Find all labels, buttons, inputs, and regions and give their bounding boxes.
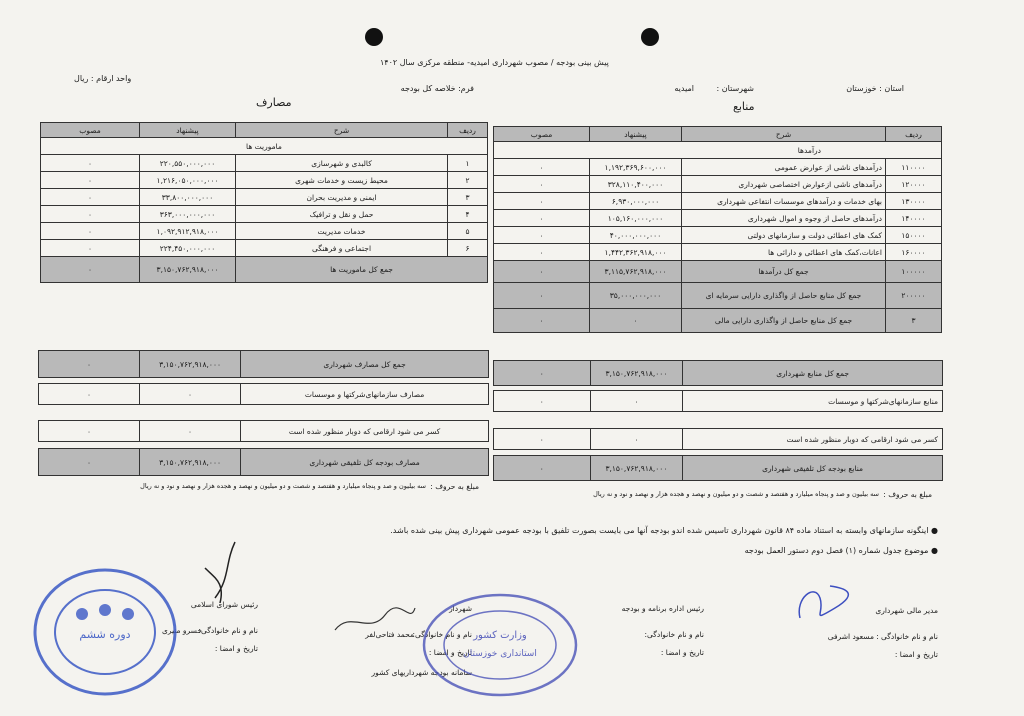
row-proposed: ۳۵,۰۰۰,۰۰۰,۰۰۰: [590, 283, 682, 309]
org-expenses-box: [38, 383, 489, 405]
expenses-deduction-approved: ۰: [87, 426, 92, 436]
province-label: استان : خوزستان: [846, 84, 904, 93]
table-row: [494, 159, 942, 176]
council-stamp: [32, 566, 178, 698]
resources-deduction-proposed: ۰: [590, 429, 683, 449]
row-approved: ۰: [494, 210, 590, 227]
row-desc: کمک های اعطائی دولت و سازمانهای دولتی: [682, 227, 886, 244]
org-resources-approved: ۰: [539, 396, 544, 406]
row-desc: اعانات،کمک های اعطائی و دارائی ها: [682, 244, 886, 261]
row-approved: ۰: [494, 176, 590, 193]
org-expenses-approved: ۰: [87, 389, 92, 399]
signature-mayor-name: محمد فتاحی‌لفر: [365, 630, 414, 639]
total-resources-desc: جمع کل منابع شهرداری: [682, 361, 942, 385]
resources-heading: منابع: [733, 100, 755, 113]
row-proposed: ۳۶۳,۰۰۰,۰۰۰,۰۰۰: [140, 206, 236, 223]
row-approved: ۰: [41, 240, 140, 257]
row-proposed: ۲۲۰,۵۵۰,۰۰۰,۰۰۰: [140, 155, 236, 172]
table-row: [41, 223, 488, 240]
form-title: پیش بینی بودجه / مصوب شهرداری امیدیه- منطقه مرکزی سال ۱۴۰۲: [380, 58, 609, 67]
unit-label: واحد ارقام : ریال: [74, 74, 132, 83]
row-proposed: ۱,۲۱۶,۰۵۰,۰۰۰,۰۰۰: [140, 172, 236, 189]
row-proposed: ۳۳,۸۰۰,۰۰۰,۰۰۰: [140, 189, 236, 206]
signature-finance-name: مسعود اشرفی: [827, 632, 874, 641]
row-code: ۳: [448, 189, 488, 206]
row-code: ۱۵۰۰۰۰: [886, 227, 942, 244]
table-row: [494, 210, 942, 227]
org-expenses-proposed: ۰: [139, 384, 240, 404]
row-code: ۱۳۰۰۰۰: [886, 193, 942, 210]
council-signature-scribble: [195, 538, 245, 608]
signature-budget-name-label: نام و نام خانوادگی:: [644, 630, 704, 639]
total-expenses-desc: جمع کل مصارف شهرداری: [240, 351, 488, 377]
col-header-row: ردیف: [886, 127, 942, 142]
signature-council-role: رئیس شورای اسلامی: [190, 600, 258, 609]
row-desc: جمع کل درآمدها: [682, 261, 886, 283]
total-expenses-proposed: ۳,۱۵۰,۷۶۲,۹۱۸,۰۰۰: [139, 351, 240, 377]
row-desc: جمع کل منابع حاصل از واگذاری دارایی مالی: [682, 309, 886, 333]
org-resources-proposed: ۰: [590, 391, 683, 411]
mayor-signature-scribble: [330, 600, 420, 640]
table-row: [41, 189, 488, 206]
signature-mayor-date: تاریخ و امضا :: [428, 648, 472, 657]
resources-final-desc: منابع بودجه کل تلفیقی شهرداری: [682, 456, 942, 480]
resources-final-proposed: ۳,۱۵۰,۷۶۲,۹۱۸,۰۰۰: [590, 456, 683, 480]
resources-final-box: [493, 455, 943, 481]
row-desc: بهای خدمات و درآمدهای موسسات انتفاعی شهرداری: [682, 193, 886, 210]
table-row: [494, 193, 942, 210]
total-expenses-box: [38, 350, 489, 378]
row-code: ۶: [448, 240, 488, 257]
row-approved: ۰: [494, 309, 590, 333]
expenses-deduction-box: [38, 420, 489, 442]
expenses-words: سه بیلیون و صد و پنجاه میلیارد و هفتصد و شصت و دو میلیون و نهصد و هجده هزار و نهصد و نود و نه ریال: [140, 482, 426, 490]
table-row: [41, 172, 488, 189]
row-proposed: ۱,۴۴۲,۳۶۲,۹۱۸,۰۰۰: [590, 244, 682, 261]
expenses-final-box: [38, 448, 489, 476]
row-desc: جمع کل ماموریت ها: [236, 257, 488, 283]
row-code: ۱۶۰۰۰۰: [886, 244, 942, 261]
row-desc: درآمدهای حاصل از وجوه و اموال شهرداری: [682, 210, 886, 227]
row-desc: جمع کل منابع حاصل از واگذاری دارایی سرمایه ای: [682, 283, 886, 309]
signature-finance-role: مدیر مالی شهرداری: [875, 606, 938, 615]
row-code: ۳: [886, 309, 942, 333]
row-proposed: ۱,۰۹۲,۹۱۲,۹۱۸,۰۰۰: [140, 223, 236, 240]
svg-text:استانداری خوزستان: استانداری خوزستان: [463, 649, 537, 659]
signature-council-name: خسرو منیری: [161, 626, 202, 635]
finance-signature-scribble: [790, 578, 850, 628]
row-approved: ۰: [41, 189, 140, 206]
table-row: [494, 227, 942, 244]
row-code: ۵: [448, 223, 488, 240]
expenses-words-label: مبلغ به حروف :: [430, 482, 479, 491]
row-desc: کالبدی و شهرسازی: [236, 155, 448, 172]
row-approved: ۰: [41, 172, 140, 189]
financial-row: [494, 309, 942, 333]
total-resources-box: [493, 360, 943, 386]
city-value: امیدیه: [674, 84, 694, 93]
row-code: ۱۱۰۰۰۰: [886, 159, 942, 176]
total-resources-approved: ۰: [539, 368, 544, 378]
row-proposed: ۳۲۸,۱۱۰,۴۰۰,۰۰۰: [590, 176, 682, 193]
row-proposed: ۳,۱۵۰,۷۶۲,۹۱۸,۰۰۰: [140, 257, 236, 283]
punch-hole-right: [641, 28, 659, 46]
total-income-row: [494, 261, 942, 283]
row-approved: ۰: [41, 223, 140, 240]
resources-deduction-approved: ۰: [539, 434, 544, 444]
row-proposed: ۲۲۴,۴۵۰,۰۰۰,۰۰۰: [140, 240, 236, 257]
signature-budget-role: رئیس اداره برنامه و بودجه: [621, 604, 704, 613]
total-missions-row: [41, 257, 488, 283]
resources-deduction-desc: کسر می شود ارقامی که دوبار منظور شده است: [682, 429, 942, 449]
row-approved: ۰: [494, 244, 590, 261]
resources-table: [493, 126, 942, 333]
punch-hole-left: [365, 28, 383, 46]
col-header-proposed: پیشنهاد: [590, 127, 682, 142]
expenses-deduction-proposed: ۰: [139, 421, 240, 441]
table-row: [494, 244, 942, 261]
row-proposed: ۴۰,۰۰۰,۰۰۰,۰۰۰: [590, 227, 682, 244]
expenses-table: [40, 122, 488, 283]
row-approved: ۰: [41, 206, 140, 223]
col-header-desc: شرح: [682, 127, 886, 142]
row-desc: درآمدهای ناشی ازعوارض اختصاصی شهرداری: [682, 176, 886, 193]
section-missions: ماموریت ها: [41, 138, 488, 155]
row-proposed: ۶,۹۳۰,۰۰۰,۰۰۰: [590, 193, 682, 210]
table-row: [494, 176, 942, 193]
capital-row: [494, 283, 942, 309]
table-row: [41, 240, 488, 257]
row-approved: ۰: [494, 261, 590, 283]
col-header-desc: شرح: [236, 123, 448, 138]
row-code: ۱: [448, 155, 488, 172]
col-header-proposed: پیشنهاد: [140, 123, 236, 138]
expenses-final-proposed: ۳,۱۵۰,۷۶۲,۹۱۸,۰۰۰: [139, 449, 240, 475]
ministry-stamp: [420, 590, 580, 700]
section-income: درآمدها: [494, 142, 942, 159]
resources-words: سه بیلیون و صد و پنجاه میلیارد و هفتصد و شصت و دو میلیون و نهصد و هجده هزار و نهصد و نود و نه ریال: [593, 490, 879, 498]
row-proposed: ۱,۱۹۲,۳۶۹,۶۰۰,۰۰۰: [590, 159, 682, 176]
signature-budget-date: تاریخ و امضا :: [660, 648, 704, 657]
row-code: ۴: [448, 206, 488, 223]
total-resources-proposed: ۳,۱۵۰,۷۶۲,۹۱۸,۰۰۰: [590, 361, 683, 385]
expenses-deduction-desc: کسر می شود ارقامی که دوبار منظور شده است: [240, 421, 488, 441]
signature-mayor-role: شهردار: [449, 604, 472, 613]
org-expenses-desc: مصارف سازمانهای‌شرکتها و موسسات: [240, 384, 488, 404]
total-expenses-approved: ۰: [87, 359, 92, 369]
table-row: [41, 155, 488, 172]
row-approved: ۰: [41, 155, 140, 172]
row-code: ۲۰۰۰۰۰: [886, 283, 942, 309]
resources-final-approved: ۰: [539, 463, 544, 473]
col-header-approved: مصوب: [494, 127, 590, 142]
resources-deduction-box: [493, 428, 943, 450]
expenses-heading: مصارف: [256, 96, 292, 109]
svg-text:دوره ششم: دوره ششم: [79, 628, 131, 641]
signature-mayor-stamp-text: سامانه بودجه شهرداریهای کشور: [371, 668, 472, 677]
signature-council-date: تاریخ و امضا :: [214, 644, 258, 653]
row-approved: ۰: [41, 257, 140, 283]
row-desc: اجتماعی و فرهنگی: [236, 240, 448, 257]
note-1: ● اینگونه سازمانهای وابسته به استناد ماده ۸۴ قانون شهرداری تاسیس شده اندو بودجه آنها می بایست بصورت تلفیق با بودجه عمومی شهرداری پیش بینی شده باشد.: [390, 526, 938, 535]
row-desc: ایمنی و مدیریت بحران: [236, 189, 448, 206]
signature-mayor-name-label: نام و نام خانوادگی:: [412, 630, 472, 639]
row-code: ۱۴۰۰۰۰: [886, 210, 942, 227]
signature-finance-name-label: نام و نام خانوادگی :: [876, 632, 938, 641]
org-resources-box: [493, 390, 943, 412]
row-code: ۲: [448, 172, 488, 189]
row-desc: خدمات مدیریت: [236, 223, 448, 240]
svg-text:وزارت کشور: وزارت کشور: [473, 630, 527, 641]
row-code: ۱۲۰۰۰۰: [886, 176, 942, 193]
row-approved: ۰: [494, 159, 590, 176]
city-label: شهرستان :: [716, 84, 754, 93]
expenses-final-approved: ۰: [87, 457, 92, 467]
note-2: ● موضوع جدول شماره (۱) فصل دوم دستور العمل بودجه: [744, 546, 938, 555]
row-approved: ۰: [494, 193, 590, 210]
row-desc: درآمدهای ناشی از عوارض عمومی: [682, 159, 886, 176]
signature-council-name-label: نام و نام خانوادگی:: [198, 626, 258, 635]
row-proposed: ۱۰۵,۱۶۰,۰۰۰,۰۰۰: [590, 210, 682, 227]
row-desc: حمل و نقل و ترافیک: [236, 206, 448, 223]
col-header-row: ردیف: [448, 123, 488, 138]
form-name: فرم: خلاصه کل بودجه: [400, 84, 474, 93]
row-proposed: ۳,۱۱۵,۷۶۲,۹۱۸,۰۰۰: [590, 261, 682, 283]
table-row: [41, 206, 488, 223]
row-proposed: ۰: [590, 309, 682, 333]
row-code: ۱۰۰۰۰۰: [886, 261, 942, 283]
resources-words-label: مبلغ به حروف :: [883, 490, 932, 499]
signature-finance-date: تاریخ و امضا :: [894, 650, 938, 659]
row-approved: ۰: [494, 283, 590, 309]
org-resources-desc: منابع سازمانهای‌شرکتها و موسسات: [682, 391, 942, 411]
expenses-final-desc: مصارف بودجه کل تلفیقی شهرداری: [240, 449, 488, 475]
row-desc: محیط زیست و خدمات شهری: [236, 172, 448, 189]
col-header-approved: مصوب: [41, 123, 140, 138]
row-approved: ۰: [494, 227, 590, 244]
